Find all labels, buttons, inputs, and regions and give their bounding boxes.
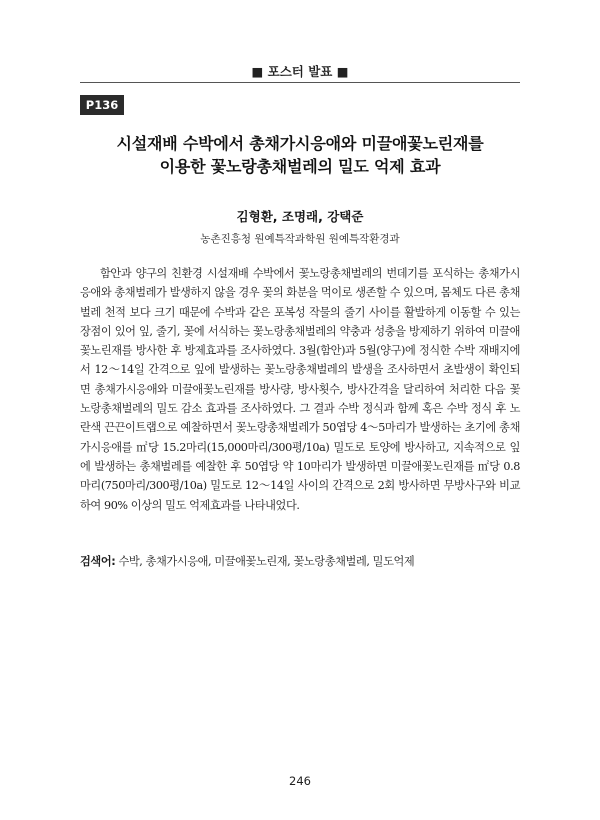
keywords-label: 검색어: (80, 555, 116, 568)
keywords (80, 552, 520, 571)
paper-title (80, 132, 520, 178)
author-list: 김형환, 조명래, 강택준 (236, 209, 364, 224)
page-number: 246 (289, 774, 311, 788)
section-header: ■ 포스터 발표 ■ (251, 64, 349, 79)
author-affiliation: 농촌진흥청 원예특작과학원 원예특작환경과 (200, 233, 400, 245)
header-divider (80, 82, 520, 83)
title-line-2: 이용한 꽃노랑총채벌레의 밀도 억제 효과 (159, 157, 441, 176)
abstract-text: 함안과 양구의 친환경 시설재배 수박에서 꽃노랑총채벌레의 번데기를 포식하는 총채가시응애와 총채벌레가 발생하지 않을 경우 꽃의 화분을 먹이로 생존할 수 있으며, 몸체도 다른 총채벌레 천적 보다 크기 때문에 수박과 같은 포복성 작물의 줄기 사이를 활발하게 이동할 수 있는 장점이 있어 잎, 줄기, 꽃에 서식하는 꽃노랑총채벌레의 약충과 성충을 방제하기 위하여 미끌애꽃노린재를 방사한 후 방제효과를 조사하였다. 3월(함안)과 5월(양구)에 정식한 수박 재배지에서 12～14일 간격으로 잎에 발생하는 꽃노랑총채벌레의 발생을 조사하면서 초발생이 확인되면 총채가시응애와 미끌애꽃노린재를 방사량, 방사횟수, 방사간격을 달리하여 처리한 다음 꽃노랑총채벌레의 밀도 감소 효과를 조사하였다. 그 결과 수박 정식과 함께 혹은 수박 정식 후 노란색 끈끈이트랩으로 예찰하면서 꽃노랑총채벌레가 50엽당 4～5마리가 발생하는 초기에 총채가시응애를 ㎡당 15.2마리(15,000마리/300평/10a) 밀도로 토양에 방사하고, 지속적으로 잎에 발생하는 총채벌레를 예찰한 후 50엽당 약 10마리가 발생하면 미끌애꽃노린재를 ㎡당 0.8마리(750마리/300평/10a) 밀도로 12～14일 사이의 간격으로 2회 방사하면 무방사구와 비교하여 90% 이상의 밀도 억제효과를 나타내었다. (80, 267, 520, 512)
title-line-1: 시설재배 수박에서 총채가시응애와 미끌애꽃노린재를 (116, 134, 484, 153)
keywords-text: 수박, 총채가시응애, 미끌애꽃노린재, 꽃노랑총채벌레, 밀도억제 (115, 555, 415, 568)
poster-id-badge: P136 (80, 95, 124, 115)
